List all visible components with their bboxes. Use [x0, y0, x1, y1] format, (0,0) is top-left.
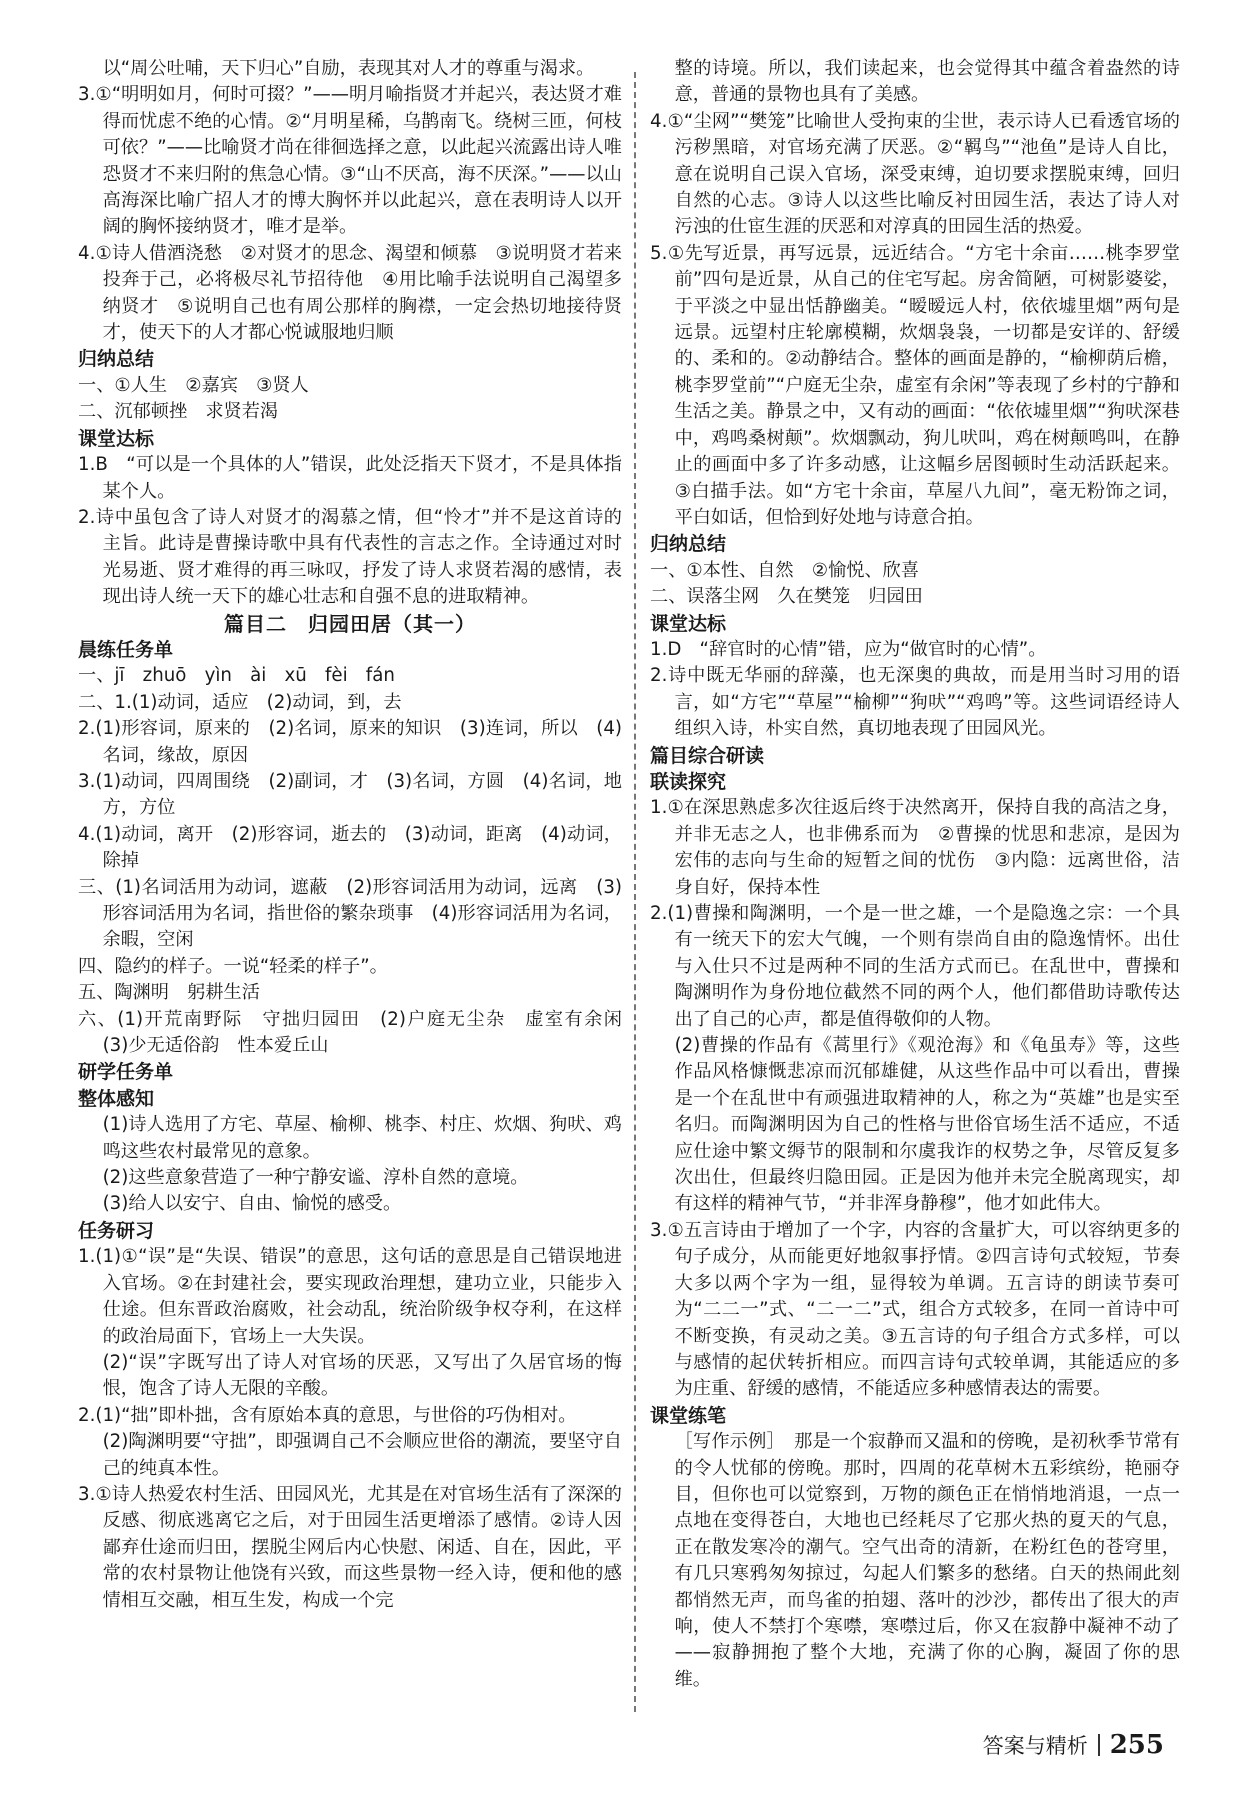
section-subheading: 联读探究: [650, 770, 727, 793]
answer-item: 2.(1)形容词，原来的 (2)名词，原来的知识 (3)连词，所以 (4)名词，缘故，原因: [78, 718, 622, 766]
answer-item: 1.①在深思熟虑多次往返后终于决然离开，保持自我的高洁之身，并非无志之人，也非佛系而为 ②曹操的忧思和悲凉，是因为宏伟的志向与生命的短暂之间的忧伤 ③内隐：远离世俗，洁身自好，保持本性: [650, 797, 1180, 898]
continued-answer: 整的诗境。所以，我们读起来，也会觉得其中蕴含着盎然的诗意，普通的景物也具有了美感。: [674, 58, 1180, 106]
answer-item: (2)曹操的作品有《蒿里行》《观沧海》和《龟虽寿》等，这些作品风格慷慨悲凉而沉郁雄健，从这些作品中可以看出，曹操是一个在乱世中有顽强进取精神的人，称之为“英雄”也是实至名归。而陶渊明因为自己的性格与世俗官场生活不适应，不适应仕途中繁文缛节的限制和尔虞我诈的权势之争，尽管反复多次出仕，但最终归隐田园。正是因为他并未完全脱离现实，却有这样的精神气节，“并非浑身静穆”，他才如此伟大。: [674, 1035, 1180, 1215]
writing-example: [650, 1429, 1180, 1693]
section-heading: 课堂达标: [650, 612, 727, 635]
answer-item: (2)陶渊明要“守拙”，即强调自己不会顺应世俗的潮流，要坚守自己的纯真本性。: [102, 1431, 622, 1479]
example-tag: ［写作示例］: [674, 1431, 776, 1453]
answer-item: (1)诗人选用了方宅、草屋、榆柳、桃李、村庄、炊烟、狗吠、鸡鸣这些农村最常见的意象。: [102, 1114, 622, 1162]
answer-item: (2)这些意象营造了一种宁静安谧、淳朴自然的意境。: [102, 1167, 529, 1189]
section-subheading: 整体感知: [78, 1087, 155, 1110]
section-heading: 晨练任务单: [78, 638, 174, 661]
answer-item: 2.(1)曹操和陶渊明，一个是一世之雄，一个是隐逸之宗：一个具有一统天下的宏大气魄，一个则有崇尚自由的隐逸情怀。出仕与入仕只不过是两种不同的生活方式而已。在乱世中，曹操和陶渊明作为身份地位截然不同的两个人，他们都借助诗歌传达出了自己的心声，都是值得敬仰的人物。: [650, 903, 1180, 1030]
answer-item: 4.①“尘网”“樊笼”比喻世人受拘束的尘世，表示诗人已看透官场的污秽黑暗，对官场充满了厌恶。②“羁鸟”“池鱼”是诗人自比，意在说明自己误入官场，深受束缚，迫切要求摆脱束缚，回归自然的心志。③诗人以这些比喻反衬田园生活，表达了诗人对污浊的仕宦生涯的厌恶和对淳真的田园生活的热爱。: [650, 110, 1180, 238]
answer-item: 4.①诗人借酒浇愁 ②对贤才的思念、渴望和倾慕 ③说明贤才若来投奔于己，必将极尽礼节招待他 ④用比喻手法说明自己渴望多纳贤才 ⑤说明自己也有周公那样的胸襟，一定会热切地接待贤才，使天下的人才都心悦诚服地归顺: [78, 242, 622, 344]
summary-item: 二、沉郁顿挫 求贤若渴: [78, 401, 279, 423]
footer-label: 答案与精析: [982, 1734, 1088, 1758]
column-divider: [634, 72, 636, 1712]
answer-item: 一、jī zhuō yìn ài xū fèi fán: [78, 665, 395, 687]
example-text: 那是一个寂静而又温和的傍晚，是初秋季节常有的令人忧郁的傍晚。那时，四周的花草树木五彩缤纷，艳丽夺目，但你也可以觉察到，万物的颜色正在悄悄地消退，一点一点地在变得苍白，大地也已经耗尽了它那火热的夏天的气息，正在散发寒冷的潮气。空气出奇的清新，在粉红色的苍穹里，有几只寒鸦匆匆掠过，勾起人们繁多的愁绪。白天的热闹此刻都悄然无声，而鸟雀的拍翅、落叶的沙沙，都传出了很大的声响，使人不禁打个寒噤，寒噤过后，你又在寂静中凝神不动了——寂静拥抱了整个大地，充满了你的心胸，凝固了你的思维。: [674, 1431, 1180, 1690]
answer-item: (3)给人以安宁、自由、愉悦的感受。: [102, 1193, 402, 1215]
answer-item: 四、隐约的样子。一说“轻柔的样子”。: [78, 955, 388, 977]
answer-item: 3.①“明明如月，何时可掇？”——明月喻指贤才并起兴，表达贤才难得而忧虑不绝的心情。②“月明星稀，乌鹊南飞。绕树三匝，何枝可依？”——比喻贤才尚在徘徊选择之意，以此起兴流露出诗人唯恐贤才不来归附的焦急心情。③“山不厌高，海不厌深。”——以山高海深比喻广招人才的博大胸怀并以此起兴，意在表明诗人以开阔的胸怀接纳贤才，唯才是举。: [78, 84, 622, 238]
answer-item: 1.B “可以是一个具体的人”错误，此处泛指天下贤才，不是具体指某个人。: [78, 454, 622, 502]
summary-item: 一、①人生 ②嘉宾 ③贤人: [78, 374, 309, 396]
answer-item: 五、陶渊明 躬耕生活: [78, 982, 260, 1004]
section-heading: 研学任务单: [78, 1061, 174, 1084]
left-column: [78, 56, 641, 1696]
section-heading: 课堂达标: [78, 427, 155, 450]
answer-item: 3.①诗人热爱农村生活、田园风光，尤其是在对官场生活有了深深的反感、彻底逃离它之后，对于田园生活更增添了感情。②诗人因鄙弃仕途而归田，摆脱尘网后内心快慰、闲适、自在，因此，平常的农村景物让他饶有兴致，而这些景物一经入诗，便和他的感情相互交融，相互生发，构成一个完: [78, 1483, 622, 1611]
page-footer: [983, 1730, 1164, 1760]
answer-item: 2.诗中既无华丽的辞藻，也无深奥的典故，而是用当时习用的语言，如“方宅”“草屋”“榆柳”“狗吠”“鸡鸣”等。这些词语经诗人组织入诗，朴实自然，真切地表现了田园风光。: [650, 665, 1180, 740]
right-column: [650, 56, 1180, 1696]
chapter-title: 篇目二 归园田居（其一）: [224, 611, 476, 636]
answer-item: 1.D “辞官时的心情”错，应为“做官时的心情”。: [650, 638, 1047, 660]
section-subheading: 任务研习: [78, 1219, 155, 1242]
answer-item: 2.诗中虽包含了诗人对贤才的渴慕之情，但“怜才”并不是这首诗的主旨。此诗是曹操诗歌中具有代表性的言志之作。全诗通过对时光易逝、贤才难得的再三咏叹，抒发了诗人求贤若渴的感情，表现出诗人统一天下的雄心壮志和自强不息的进取精神。: [78, 506, 622, 608]
answer-item: 3.(1)动词，四周围绕 (2)副词，才 (3)名词，方圆 (4)名词，地方，方位: [78, 770, 622, 819]
answer-item: 5.①先写近景，再写远景，远近结合。“方宅十余亩……桃李罗堂前”四句是近景，从自己的住宅写起。房舍简陋，可树影婆娑，于平淡之中显出恬静幽美。“暧暧远人村，依依墟里烟”两句是远景。远望村庄轮廓模糊，炊烟袅袅，一切都是安详的、舒缓的、柔和的。②动静结合。整体的画面是静的，“榆柳荫后檐，桃李罗堂前”“户庭无尘杂，虚室有余闲”等表现了乡村的宁静和生活之美。静景之中，又有动的画面：“依依墟里烟”“狗吠深巷中，鸡鸣桑树颠”。炊烟飘动，狗儿吠叫，鸡在树颠鸣叫，在静止的画面中多了许多动感，让这幅乡居图顿时生动活跃起来。③白描手法。如“方宅十余亩，草屋八九间”，毫无粉饰之词，平白如话，但恰到好处地与诗意合拍。: [650, 242, 1180, 528]
answer-item: 4.(1)动词，离开 (2)形容词，逝去的 (3)动词，距离 (4)动词，除掉: [78, 823, 622, 872]
section-heading: 归纳总结: [78, 348, 155, 371]
footer-divider: [1098, 1734, 1100, 1756]
section-heading: 课堂练笔: [650, 1404, 727, 1427]
section-heading: 归纳总结: [650, 533, 727, 556]
summary-item: 一、①本性、自然 ②愉悦、欣喜: [650, 559, 920, 581]
answer-item: 3.①五言诗由于增加了一个字，内容的含量扩大，可以容纳更多的句子成分，从而能更好地叙事抒情。②四言诗句式较短，节奏大多以两个字为一组，显得较为单调。五言诗的朗读节奏可为“二二一”式、“二一二”式，组合方式较多，在同一首诗中可不断变换，有灵动之美。③五言诗的句子组合方式多样，可以与感情的起伏转折相应。而四言诗句式较单调，其能适应的多为庄重、舒缓的感情，不能适应多种感情表达的需要。: [650, 1219, 1180, 1400]
section-heading: 篇目综合研读: [650, 744, 765, 767]
answer-item: 1.(1)①“误”是“失误、错误”的意思，这句话的意思是自己错误地进入官场。②在封建社会，要实现政治理想，建功立业，只能步入仕途。但东晋政治腐败，社会动乱，统治阶级争权夺利，在这样的政治局面下，官场上一大失误。: [78, 1246, 622, 1347]
answer-item: (2)“误”字既写出了诗人对官场的厌恶，又写出了久居官场的悔恨，饱含了诗人无限的辛酸。: [102, 1351, 622, 1400]
answer-item: 二、1.(1)动词，适应 (2)动词，到，去: [78, 691, 402, 713]
continued-answer: 以“周公吐哺，天下归心”自励，表现其对人才的尊重与渴求。: [102, 58, 595, 79]
page-number: 255: [1109, 1730, 1164, 1760]
answer-item: 三、(1)名词活用为动词，遮蔽 (2)形容词活用为动词，远离 (3)形容词活用为名词，指世俗的繁杂琐事 (4)形容词活用为名词，余暇，空闲: [78, 876, 622, 951]
answer-item: 2.(1)“拙”即朴拙，含有原始本真的意思，与世俗的巧伪相对。: [78, 1404, 577, 1426]
summary-item: 二、误落尘网 久在樊笼 归园田: [650, 586, 923, 608]
answer-item: 六、(1)开荒南野际 守拙归园田 (2)户庭无尘杂 虚室有余闲 (3)少无适俗韵 性本爱丘山: [78, 1008, 641, 1057]
